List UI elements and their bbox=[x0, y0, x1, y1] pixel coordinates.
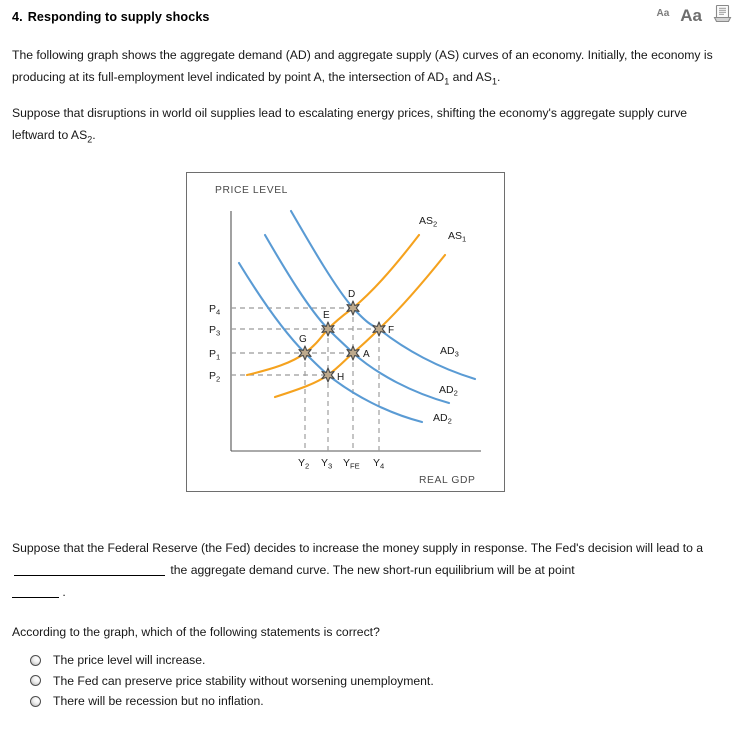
font-decrease-icon[interactable]: Aa bbox=[656, 8, 670, 19]
as1-curve bbox=[275, 255, 445, 397]
ad-as-graph-panel bbox=[186, 172, 505, 492]
point-label-h: H bbox=[337, 372, 345, 383]
x-axis-title: REAL GDP bbox=[419, 475, 476, 486]
option-label-1[interactable]: The price level will increase. bbox=[53, 653, 206, 668]
intro-paragraph bbox=[12, 44, 728, 92]
as1-label: $AS_1$ bbox=[448, 230, 467, 244]
page-title bbox=[12, 10, 210, 24]
question-number: 4. bbox=[12, 10, 23, 24]
ad1-curve bbox=[265, 235, 449, 403]
shock-text-2: . bbox=[92, 128, 96, 142]
intro-text-3: . bbox=[496, 70, 501, 84]
shock-text-1: Suppose that disruptions in world oil supplies lead to escalating energy prices, shifting the economy's aggregate supply curve leftward to AS bbox=[12, 106, 688, 142]
ad1-label: $AD_2$ bbox=[439, 384, 458, 398]
x-tick-y3: $Y_3$ bbox=[321, 457, 333, 471]
option-label-2[interactable]: The Fed can preserve price stability without worsening unemployment. bbox=[53, 673, 434, 688]
equilibrium-point-blank[interactable] bbox=[12, 584, 59, 598]
font-increase-icon[interactable]: Aa bbox=[680, 5, 702, 25]
x-tick-y4: $Y_4$ bbox=[373, 457, 385, 471]
shock-sub: 2 bbox=[87, 134, 93, 145]
answer-options-group bbox=[30, 650, 720, 712]
shock-paragraph bbox=[12, 102, 728, 150]
as2-curve bbox=[247, 235, 419, 375]
intro-text-1: The following graph shows the aggregate demand (AD) and aggregate supply (AS) curves of an economy. Initially, the economy is producing at its full-employment level indicated by point A, the intersection of AD bbox=[12, 48, 713, 84]
point-label-f: F bbox=[388, 325, 395, 336]
fed-text-3: . bbox=[59, 585, 66, 599]
ad3-label: $AD_3$ bbox=[440, 345, 459, 359]
radio-button-2[interactable] bbox=[30, 675, 41, 686]
y-axis-title: PRICE LEVEL bbox=[215, 185, 288, 196]
as2-label: $AS_2$ bbox=[419, 215, 438, 229]
intro-sub-2: 1 bbox=[491, 76, 497, 87]
header-toolbar bbox=[656, 4, 732, 26]
y-tick-p4: $P_4$ bbox=[209, 303, 221, 317]
y-tick-p1: $P_1$ bbox=[209, 348, 221, 362]
print-icon[interactable] bbox=[713, 4, 732, 26]
mc-prompt: According to the graph, which of the following statements is correct? bbox=[12, 625, 380, 639]
intro-sub-1: 1 bbox=[444, 76, 450, 87]
option-row-3[interactable] bbox=[30, 691, 720, 712]
option-label-3[interactable]: There will be recession but no inflation. bbox=[53, 694, 264, 709]
radio-button-3[interactable] bbox=[30, 696, 41, 707]
shift-direction-blank[interactable] bbox=[14, 562, 165, 576]
ad2-curve bbox=[239, 263, 422, 422]
y-tick-p2: $P_2$ bbox=[209, 370, 221, 384]
question-header bbox=[0, 0, 740, 34]
option-row-1[interactable] bbox=[30, 650, 720, 671]
fed-text-2: the aggregate demand curve. The new short-run equilibrium will be at point bbox=[167, 563, 575, 577]
fed-text-1: Suppose that the Federal Reserve (the Fed) decides to increase the money supply in response. The Fed's decision will lead to a bbox=[12, 541, 704, 555]
x-tick-y2: $Y_2$ bbox=[298, 457, 310, 471]
option-row-2[interactable] bbox=[30, 671, 720, 692]
point-label-e: E bbox=[323, 310, 330, 321]
question-title-text: Responding to supply shocks bbox=[27, 10, 210, 24]
x-tick-yfe: $Y_{FE}$ bbox=[343, 457, 360, 471]
y-tick-p3: $P_3$ bbox=[209, 324, 221, 338]
fed-paragraph bbox=[12, 537, 728, 603]
radio-button-1[interactable] bbox=[30, 655, 41, 666]
ad2-label: $AD_2$ bbox=[433, 412, 452, 426]
point-label-g: G bbox=[299, 334, 307, 345]
intro-text-2: and AS bbox=[449, 70, 492, 84]
point-label-d: D bbox=[348, 289, 356, 300]
point-label-a: A bbox=[363, 349, 370, 360]
ad-as-chart bbox=[187, 173, 504, 491]
